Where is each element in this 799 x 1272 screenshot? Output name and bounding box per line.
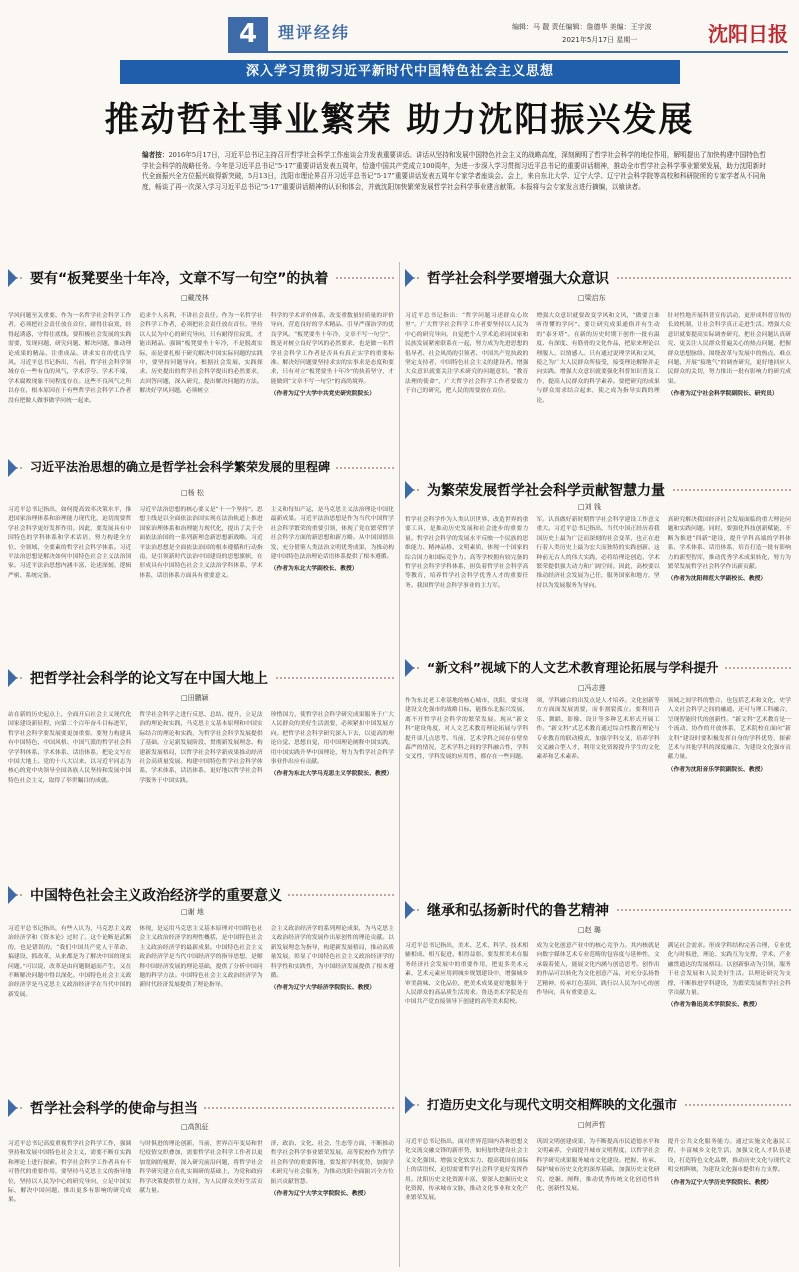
article-byline: □刘 钱 <box>578 503 601 511</box>
chevron-right-icon <box>405 481 414 499</box>
article-body-text: 针对性地开展科普宣传活动，更形成科普宣传的长效机制，让社会科学真正走进生活。增强大众意识就要提高实际调查研究，把社会问题认真研究、更关注人民群众普遍关心的热点问题，把握群众思想脉络。围绕改革与发展中的热点、难点问题，开展“接地气”的调查研究，更好地回应人民群众的关切，努力推出一批有影响力的研究成果。 <box>667 313 791 385</box>
article-column <box>8 506 131 656</box>
page-header <box>0 0 799 52</box>
chevron-right-icon <box>8 459 17 477</box>
article-body-text: 提升公共文化服务能力。通过实施文化惠民工程，丰富城乡文化生活，加强文化人才队伍建设，打造特色文化品牌，推动历史文化与现代文明交相辉映，为建设文化强市提供有力支撑。 <box>667 1139 791 1174</box>
article-body-text: 巩固文明创建成果，为不断提高市民道德水平和文明素养，全面提升城市文明程度，以哲学社会科学研究成果服务城市文化建设。把握、传承、保护城市历史文化的深厚基础，加强历史文化研究、挖掘、阐释，推动优秀传统文化创造性转化、创新性发展。 <box>536 1139 660 1193</box>
article-column <box>536 312 659 448</box>
author-affiliation: （作者为辽宁大学历史学院院长、教授） <box>667 1179 773 1186</box>
article-column <box>405 697 528 893</box>
article-column <box>536 516 659 648</box>
article-column <box>668 516 791 648</box>
column-divider <box>399 262 400 1267</box>
chevron-right-icon <box>405 269 414 287</box>
author-affiliation: （作者为沈阳师范大学副校长、教授） <box>667 576 767 583</box>
article-column <box>405 312 528 448</box>
article-title: 把哲学社会科学的论文写在中国大地上 <box>24 668 274 688</box>
article-body-text: 与时俱进的理论创新，当前，世界百年变局和世纪疫情交织叠加，需要哲学社会科学工作者以更加宽阔的视野，深入研究前沿问题，将哲学社会科学研究建立在扎实调研的基础上，为党和政府科学决策提供智力支持，为人民群众美好生活贡献力量。 <box>139 1141 263 1195</box>
article-body-text: 科学的学术评价体系，改变重数量轻质量的评价导向，营造良好的学术精品、引导严谨治学的优良学风。“板凳要坐十年冷，文章不写一句空”，既是对树立良好学风的必然要求，也是做一名哲学社会科学工作者是否具有真正实学的重要标准。解决好问题要坚持求实的实事求是态度和要求，只有对立“板凳要坐十年冷”的执着坚守，才能做到“文章不写一句空”的高尚境界。 <box>270 313 394 385</box>
article-column <box>139 312 262 448</box>
article-column <box>139 711 262 873</box>
article-column <box>536 1138 659 1268</box>
article-body-text: 习近平法治思想的核心要义是“十一个坚持”。思想主线是以全面依法治国实现在法治轨道上推进国家治理体系和治理能力现代化，提出了关于全面依法治国的一系列新理念新思想新战略。习近平法治思想是全面依法治国的根本遵循和行动指南，是引领新时代法治中国建设的思想旗帜，在形成具有中国特色社会主义法治学科体系，学术体系，话语体系方面具有重要意义。 <box>139 507 263 579</box>
article-column <box>668 942 791 1074</box>
editor-credits: 编辑：马 靓 责任编辑：詹德华 美编：王宇波 <box>512 23 652 31</box>
author-affiliation: （作者为辽宁社会科学院副院长、研究员） <box>667 391 778 398</box>
article-title: 习近平法治思想的确立是哲学社会科学繁荣发展的里程碑 <box>24 458 336 475</box>
article-body-text: 珍惜国力，使哲学社会科学研究成果服务于广大人民群众的美好生活需要，必须紧扣中国发展方向。把哲学社会科学研究深入下去，以更高的理论自觉、思想自觉，用中国理论阐释中国实践，用中国实践升华中国理论，努力为哲学社会科学事业作出应有贡献。 <box>270 712 394 766</box>
article-byline: □高凯征 <box>181 1123 209 1131</box>
article-body-text: 成为文化创意产业中的核心竞争力。其内核就是向数字媒体艺术专业范畴的包容度与延伸性，文承载着使人，能展文化内涵与创造思考。创作出的作品可以转化为文化创意产品，对充分弘扬鲁艺精神，传承红色基因，践行以人民为中心的创作导向，具有重要意义。 <box>536 943 660 997</box>
article-byline: □冯志莲 <box>578 684 606 692</box>
article-title: 要有“板凳要坐十年冷，文章不写一句空”的执着 <box>24 268 334 288</box>
article-body-text: 领域之间学科的整合，也包括艺术和文化、史学人文社会科学之间的融通，还可与理工科融合，呈现智能时代的创新性。“新文科”艺术教育是一个流动、协作的开放体系，艺术院校在面向“新文科”建设时要积极发挥自身的学科优势，探索艺术与其他学科的深度融合，为建设文化强市贡献力量。 <box>667 698 791 761</box>
article-body-text: 习近平总书记指出，面对世界范围内各种思想文化交流交融交锋的新形势，如何加快建设社会主义文化强国、增强文化软实力、提高我国在国际上的话语权，迫切需要哲学社会科学更好发挥作用。沈阳历史文化资源丰富，要深入挖掘历史文化资源，传承城市文脉，推动文化事业和文化产业繁荣发展。 <box>405 1139 529 1202</box>
chevron-right-icon <box>8 886 17 904</box>
article-body-text: 习近平总书记高度重视哲学社会科学工作，强调坚持和发展中国特色社会主义，需要不断在实践和理论上进行探索。哲学社会科学工作者具有不可替代的重要作用，要坚持马克思主义的指导地位，坚持以人民为中心的研究导向，立足中国实际，解决中国问题，推出更多有影响的研究成果。 <box>8 1141 132 1204</box>
article-column <box>668 1138 791 1268</box>
article-column <box>405 942 528 1074</box>
article-body-text: 主义和每知产运，是马克思主义法治理论中国化最新成果。习近平法治思想是作为当代中国哲学社会科学繁荣的重要引领，体现了党在繁荣哲学社会科学方面的新思想和新方略。从中国国情出发，充分借鉴人类法治文明优秀成果，为推动构建中国特色法治理论话语体系提供了根本遵循。 <box>270 507 394 561</box>
author-affiliation: （作者为辽宁大学文学院院长、教授） <box>270 1191 370 1198</box>
article-body-text: 增强大众意识就要改变学风和文风，“做要言谁听得懂的学问”。要让研究成果通俗并有生动的“泰牙塔”。在新的历史时期下创作一批有温度、有深度、有筋骨的文化作品，把原来理论以理服人、以情感人。只有通过说理学风和文风，使之为广大人民群众所接受，接受理论解释并走向实践。增强大众意识就要强化科普知识普及工作，提高人民群众的科学素养。要把研究的成果与群众需求结合起来，使之成为指导实践的理论。 <box>536 313 660 404</box>
article-body-text: 济、政治、文化、社会、生态等方面，不断推动哲学社会科学事业繁荣发展。高等院校作为哲学社会科学的重要阵地，要发挥学科优势，加强学术研究与社会服务，为推动沈阳全面振兴全方位振兴贡献智慧。 <box>270 1141 394 1185</box>
chevron-right-icon <box>8 269 17 287</box>
article-title: 打造历史文化与现代文明交相辉映的文化强市 <box>421 1095 683 1113</box>
article-column <box>668 697 791 893</box>
author-affiliation: （作者为辽宁大学中共党史研究院院长） <box>270 391 376 398</box>
article-body-text: 习近平总书记指出，如何提高效率决策水平，推进国家治理体系和治理能力现代化，迫切需要哲学社会科学更好发挥作用。因此，要发展具有中国特色的学科体系和学术话语，努力构建全方位、全领域、全要素的哲学社会科学体系。习近平法治思想是解决如何中国特色社会主义法治国家。习近平法治思想内涵丰富、论述深刻、逻辑严密、系统完备。 <box>8 507 132 579</box>
article-column <box>405 1138 528 1268</box>
author-affiliation: （作者为鲁迅美术学院院长、教授） <box>667 1002 761 1009</box>
article-column <box>405 516 528 648</box>
article-column <box>139 506 262 656</box>
article-body-text: 会主义政治经济学的系列理论成果，为马克思主义政治经济学的发展作出原创性的理论贡献。以新发展理念为指导，构建新发展格局，推动高质量发展，彰显了中国特色社会主义政治经济学的科学性和实践性，为中国经济发展提供了根本遵循。 <box>270 926 394 980</box>
editor-note <box>142 150 766 192</box>
article-body-text: 哲学社会科学之进行反思、总结、提升，立足法治的理论和实践，马克思主义基本原理和中国实际结合的理论和实践，为哲学社会科学发展提供了基础。立足新发展阶段、贯彻新发展理念、构建新发展格局，以哲学社会科学新成果推动经济社会高质量发展。构建中国特色哲学社会科学体系，学术体系，话语体系，更好地以哲学社会科学服务于中国实践。 <box>139 712 263 784</box>
article-column <box>271 312 394 448</box>
newspaper-logo: 沈阳日报 <box>708 22 788 46</box>
article-body-text: 习近平总书记指出，美术、艺术、科学、技术相辅相成、相互促进、相得益彰。要发挥美术在服务经济社会发展中的重要作用，把更多美术元素、艺术元素应用到城乡规划建设中，增强城乡审美韵味、文化品位，把美术成果更好地服务于人民群众的高品质生活需求。鲁迅美术学院是在中国共产党直接领导下创建的高等美术院校。 <box>405 943 529 1006</box>
article-body-text: 须，学科融合的出发点是人才培养。文化创新等方方面面发展需要，而非割裂孤立。要利用音乐、舞蹈、影像、设计等多种艺术形式开展工作。“新文科”式艺术教育通过综合性教育理论与专业教育的联动模式，加强学科交叉，培养学科交叉融合型人才，利用文化资源提升学生的文化素养和艺术素养。 <box>536 698 660 761</box>
article-title: “新文科”视域下的人文艺术教育理论拓展与学科提升 <box>421 658 724 676</box>
header-rule <box>228 51 788 53</box>
chevron-right-icon <box>8 1099 17 1117</box>
article-column <box>139 1140 262 1268</box>
article-column <box>668 312 791 448</box>
article-byline: □何声哲 <box>578 1121 606 1129</box>
article-byline: □梁启东 <box>578 294 606 302</box>
author-affiliation: （作者为东北大学副校长、教授） <box>270 566 358 573</box>
article-title: 哲学社会科学要增强大众意识 <box>421 268 615 288</box>
article-column <box>8 711 131 873</box>
article-column <box>8 925 131 1085</box>
page-headline: 推动哲社事业繁荣 助力沈阳振兴发展 <box>104 100 695 140</box>
article-body-text: 习近平总书记指出：“哲学问题习述群众心坎里”。广大哲学社会科学工作者要坚持以人民为中心的研究导向，自觉把个人学术追求同国家和民族发展紧密联系在一起，努力成为先进思想的倡导者、社会风尚的引领者、中国共产党执政的坚定支持者，中国特色社会主义的建设者。增强大众意识就要关注学术研究的问题意识。“教育法理的使命”，广大哲学社会科学工作者要致力于自己的研究，把人民的需要放在首位。 <box>405 313 529 395</box>
article-title: 继承和弘扬新时代的鲁艺精神 <box>421 900 615 920</box>
article-byline: □谢 地 <box>181 908 204 916</box>
article-byline: □戴茂林 <box>181 294 209 302</box>
article-body-text: 军。认真做好新时期哲学社会科学建设工作意义重大。习近平总书记指出，当代中国正经历着我国历史上最为广泛而深刻的社会变革，也正在进行着人类历史上最为宏大而独特的实践创新。这种前无古人的伟大实践，必将给理论创造、学术繁荣提供强大动力和广阔空间。因此，高校要以推动经济社会发展为己任，服务国家和地方，坚持以为发展服务为导向。 <box>536 517 660 589</box>
editor-note-text: 2016年5月17日，习近平总书记主持召开哲学社会科学工作座谈会并发表重要讲话。讲话从坚持和发展中国特色社会主义的战略高度，深刻阐明了哲学社会科学的地位作用，解明提出了加快构建中国特色哲学社会科学的战略任务。今年是习近平总书记“5·17”重要讲话发表五周年，恰逢中国共产党成立100周年，为进一步深入学习贯彻习近平总书记的重要讲话精神，推动全市哲学社会科学事业繁荣发展，助力沈阳新时代全面振兴全方位振兴取得新突破，5月13日，沈阳市理论界召开习近平总书记“5·17”重要讲话发表五周年专家学者座谈会。会上，来自东北大学、辽宁大学、辽宁社会科学院等高校和科研院所的专家学者从不同角度，畅谈了再一次深入学习习近平总书记“5·17”重要讲话精神的认识和体会，并就沈阳加快繁荣发展哲学社会科学事业建言献策。本报将与会专家发言进行摘编，以飨读者。 <box>142 151 766 191</box>
article-column <box>536 942 659 1074</box>
chevron-right-icon <box>405 1096 414 1114</box>
page-number: 4 <box>228 17 268 51</box>
article-body-text: 追求个人名利，不讲社会责任。作为一名哲学社会科学工作者，必须把社会责任放在首位。坚持以人民为中心的研究导向，只有耐得住寂寞，才能出精品。强调“板凳要坐十年冷，不是脱离实际，而是要扎根于研究解决中国实际问题的实践中，要坚持问题导向。根据社会发展、实践探求、历史提出的哲学社会科学提出的必然要求，去回答问题，深入研究，提出解决问题的方法。解决好学风问题，必须树立 <box>139 313 263 395</box>
chevron-right-icon <box>8 669 17 687</box>
editor-note-lead: 编者按： <box>142 151 169 159</box>
article-body-text: 体现，是运用马克思主义基本原理对中国特色社会主义政治经济学的理性概括，是中国特色社会主义政治经济学的最新成果。中国特色社会主义政治经济学是当代中国经济学的指导思想，是解释中国经济发展的理论基础，提供了分析中国问题的科学方法。中国特色社会主义政治经济学为新时代经济发展提供了理论指导。 <box>139 926 263 989</box>
article-column <box>8 1140 131 1268</box>
article-title: 为繁荣发展哲学社会科学贡献智慧力量 <box>421 480 671 500</box>
article-byline: □田鹏颖 <box>181 694 209 702</box>
chevron-right-icon <box>405 901 414 919</box>
topic-banner: 深入学习贯彻习近平新时代中国特色社会主义思想 <box>120 60 680 84</box>
article-column <box>271 506 394 656</box>
article-body-text: 哲学社会科学作为人类认识世界、改造世界的重要工具，是推动历史发展和社会进步的重要力量。哲学社会科学的发展水平反映一个民族的思维能力、精神品格、文明素质，体现一个国家的综合国力和国际竞争力。高等学校拥有较完备的哲学社会科学学科体系，担负着哲学社会科学高等教育，培养哲学社会科学优秀人才的重要任务。我国哲学社会科学事业的主力军。 <box>405 517 529 589</box>
article-body-text: 学风问题至关重要。作为一名哲学社会科学工作者，必须把社会责任放在首位，耐得住寂寞，经得起诱惑，守得住底线。要积极社会发展的实践需要，发现问题、研究问题、解决问题，推动理论成果的精品、注重成品、讲求实在的优良学风。习近平总书记指出，当前，哲学社会科学领域存在一些有良的风气，学术浮夸、学术不端，学术腐败现象不同程度存在。这些不良风气之所以存在，根本原因在于有些哲学社会科学工作者没有把做人做事做学问统一起来。 <box>8 313 132 404</box>
author-affiliation: （作者为辽宁大学经济学院院长、教授） <box>270 985 376 992</box>
article-body-text: 满足社会需求。形成学科结构完善合理，专业优化与时俱进，理论、实践互为支撑，学术、产业融贯通达的发展格局。以创新驱动为引领，服务于社会发展和人民美好生活。以理论研究为支撑，不断推进学科建设，为繁荣发展哲学社会科学贡献力量。 <box>667 943 791 997</box>
author-affiliation: （作者为东北大学马克思主义学院院长、教授） <box>270 771 393 778</box>
article-column <box>8 312 131 448</box>
article-title: 哲学社会科学的使命与担当 <box>24 1098 204 1118</box>
article-column <box>271 925 394 1085</box>
article-body-text: 习近平总书记指出，有些人认为，马克思主义政治经济学和《资本论》过时了。这个论断是武断的，也是错误的。“我们中国共产党人干革命、搞建设、抓改革，从来都是为了解决中国的现实问题。”可以说，改革是由问题倒逼而产生，又在不断解决问题中得以深化。中国特色社会主义政治经济学是马克思主义政治经济学在当代中国的新发展。 <box>8 926 132 998</box>
article-body-text: 站在新的历史起点上，全面开启社会主义现代化国家建设新征程，向第二个百年奋斗目标进军，哲学社会科学要发展要更加重要。要努力构建具有中国特色、中国风格、中国气派的哲学社会科学学科体系、学术体系、话语体系，把论文写在中国大地上。党的十八大以来，以习近平同志为核心的党中央领导全国各族人民坚持和发展中国特色社会主义，取得了举世瞩目的成就。 <box>8 712 132 784</box>
author-affiliation: （作者为沈阳音乐学院副院长、教授） <box>667 766 767 773</box>
article-body-text: 作为东北老工业基地的核心城市，沈阳，要实现建设文化强市的战略目标，能推东北振兴发展，离不开哲学社会科学的繁荣发展。现从“新文科”建设角度，对人文艺术教育理论拓展与学科提升谈几点思考。当前，艺术学科之间存在壁垒森严的情况，艺术学科之间的学科融合性，学科交叉性，学科发展的应用性，都存在一些问题。 <box>405 698 529 761</box>
article-byline: □杨 松 <box>181 489 204 497</box>
article-byline: □赵 璐 <box>578 926 601 934</box>
chevron-right-icon <box>405 659 414 677</box>
article-body-text: 真研究解决我国经济社会发展面临的重大理论问题和实践问题。同时，要强化科技创新赋能，不断为推进“四新”建设，提升学科高端的学科体系、学术体系、话语体系，培育打造一批有影响力的新型智库，推动优秀学术成果转化，努力为繁荣发展哲学社会科学作出新贡献。 <box>667 517 791 571</box>
section-title: 理评经纬 <box>278 23 351 42</box>
article-title: 中国特色社会主义政治经济学的重要意义 <box>24 885 288 905</box>
article-column <box>271 1140 394 1268</box>
article-column <box>139 925 262 1085</box>
issue-date: 2021年5月17日 星期一 <box>562 36 638 44</box>
article-column <box>271 711 394 873</box>
article-column <box>536 697 659 893</box>
